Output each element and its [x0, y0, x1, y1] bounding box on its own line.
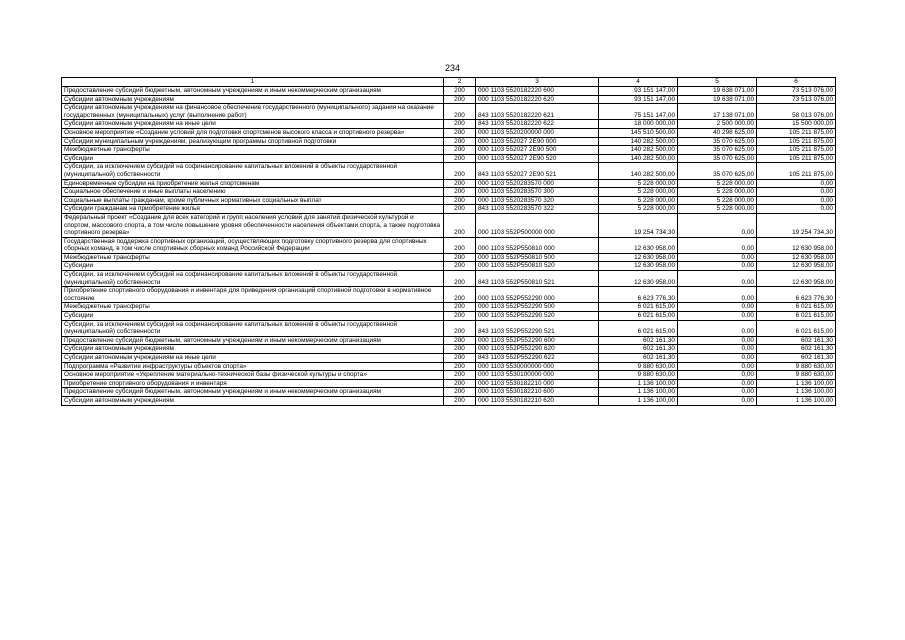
row-budget-code: 000 1103 5520283570 000	[476, 179, 599, 188]
row-line-code: 200	[444, 345, 476, 354]
row-approved-amount: 18 000 000,00	[599, 120, 678, 129]
row-remaining-amount: 58 013 076,00	[757, 104, 836, 120]
row-line-code: 200	[444, 179, 476, 188]
row-line-code: 200	[444, 303, 476, 312]
row-remaining-amount: 105 211 875,00	[757, 146, 836, 155]
table-row	[62, 396, 836, 405]
row-budget-code: 000 1103 552Р500000 000	[476, 213, 599, 237]
row-budget-code: 000 1103 552Р552290 520	[476, 312, 599, 321]
row-budget-code: 000 1103 552Р550810 520	[476, 262, 599, 271]
row-name: Федеральный проект «Создание для всех категорий и групп населения условий для занятий физической культурой и спортом, массового спорта, в том числе повышение уровня обеспеченности населения объектами спорта, а также подготовка спортивного резерва»	[62, 213, 444, 237]
row-name: Субсидии, за исключением субсидий на софинансирование капитальных вложений в объекты государственной (муниципальной) собственности	[62, 271, 444, 287]
row-name: Субсидии автономным учреждениям	[62, 345, 444, 354]
table-row	[62, 371, 836, 380]
row-budget-code: 000 1103 5520200000 000	[476, 128, 599, 137]
row-executed-amount: 0,00	[678, 320, 757, 336]
row-budget-code: 000 1103 552Р552290 620	[476, 345, 599, 354]
row-approved-amount: 9 880 630,00	[599, 362, 678, 371]
row-name: Субсидии автономным учреждениям на иные цели	[62, 120, 444, 129]
header-col-5: 5	[678, 78, 757, 87]
table-row	[62, 312, 836, 321]
row-line-code: 200	[444, 253, 476, 262]
row-line-code: 200	[444, 163, 476, 179]
row-executed-amount: 0,00	[678, 271, 757, 287]
row-line-code: 200	[444, 154, 476, 163]
row-budget-code: 000 1103 5530100000 000	[476, 371, 599, 380]
row-executed-amount: 2 500 000,00	[678, 120, 757, 129]
row-budget-code: 000 1103 552Р552290 500	[476, 303, 599, 312]
row-budget-code: 000 1103 5530182210 600	[476, 388, 599, 397]
row-approved-amount: 93 151 147,00	[599, 95, 678, 104]
table-header	[62, 78, 836, 87]
table-row	[62, 128, 836, 137]
row-remaining-amount: 602 161,30	[757, 354, 836, 363]
row-budget-code: 000 1103 552027 2Е90 000	[476, 137, 599, 146]
row-name: Субсидии	[62, 154, 444, 163]
row-name: Предоставление субсидий бюджетным, автономным учреждениям и иным некоммерческим организациям	[62, 87, 444, 96]
row-approved-amount: 1 136 100,00	[599, 396, 678, 405]
row-line-code: 200	[444, 95, 476, 104]
row-line-code: 200	[444, 128, 476, 137]
row-line-code: 200	[444, 146, 476, 155]
row-approved-amount: 6 623 776,30	[599, 287, 678, 303]
row-name: Субсидии, за исключением субсидий на софинансирование капитальных вложений в объекты государственной (муниципальной) собственности	[62, 163, 444, 179]
row-executed-amount: 0,00	[678, 303, 757, 312]
row-remaining-amount: 12 630 958,00	[757, 237, 836, 253]
row-budget-code: 000 1103 552Р552290 000	[476, 287, 599, 303]
row-name: Межбюджетные трансферты	[62, 146, 444, 155]
row-remaining-amount: 1 136 100,00	[757, 396, 836, 405]
row-line-code: 200	[444, 336, 476, 345]
row-budget-code: 843 1103 552Р552290 622	[476, 354, 599, 363]
row-executed-amount: 35 070 625,00	[678, 137, 757, 146]
row-name: Социальные выплаты гражданам, кроме публичных нормативных социальных выплат	[62, 196, 444, 205]
header-col-3: 3	[476, 78, 599, 87]
row-name: Основное мероприятие «Укрепление материально-технической базы физической культуры и спорта»	[62, 371, 444, 380]
table-row	[62, 87, 836, 96]
row-budget-code: 000 1103 552Р550810 500	[476, 253, 599, 262]
row-executed-amount: 5 228 000,00	[678, 179, 757, 188]
table-row	[62, 287, 836, 303]
row-line-code: 200	[444, 205, 476, 214]
table-body	[62, 87, 836, 406]
row-budget-code: 000 1103 552Р550810 000	[476, 237, 599, 253]
row-line-code: 200	[444, 188, 476, 197]
row-name: Субсидии муниципальным учреждениям, реализующим программы спортивной подготовки	[62, 137, 444, 146]
row-executed-amount: 0,00	[678, 287, 757, 303]
row-name: Субсидии автономным учреждениям на финансовое обеспечение государственного (муниципального) задания на оказание государственных (муниципальных) услуг (выполнение работ)	[62, 104, 444, 120]
row-approved-amount: 6 021 615,00	[599, 303, 678, 312]
table-row	[62, 154, 836, 163]
row-budget-code: 000 1103 5520182220 620	[476, 95, 599, 104]
row-approved-amount: 12 630 958,00	[599, 262, 678, 271]
table-row	[62, 146, 836, 155]
row-name: Межбюджетные трансферты	[62, 303, 444, 312]
header-col-1: 1	[62, 78, 444, 87]
row-line-code: 200	[444, 104, 476, 120]
table-row	[62, 137, 836, 146]
row-name: Субсидии, за исключением субсидий на софинансирование капитальных вложений в объекты государственной (муниципальной) собственности	[62, 320, 444, 336]
row-executed-amount: 0,00	[678, 345, 757, 354]
header-col-6: 6	[757, 78, 836, 87]
row-executed-amount: 0,00	[678, 396, 757, 405]
table-row	[62, 196, 836, 205]
table-row	[62, 320, 836, 336]
row-approved-amount: 75 151 147,00	[599, 104, 678, 120]
row-line-code: 200	[444, 262, 476, 271]
row-approved-amount: 6 021 615,00	[599, 320, 678, 336]
row-name: Межбюджетные трансферты	[62, 253, 444, 262]
row-executed-amount: 17 138 071,00	[678, 104, 757, 120]
table-row	[62, 179, 836, 188]
row-line-code: 200	[444, 371, 476, 380]
row-budget-code: 000 1103 552Р552290 600	[476, 336, 599, 345]
row-executed-amount: 0,00	[678, 262, 757, 271]
row-name: Приобретение спортивного оборудования и инвентаря	[62, 379, 444, 388]
row-remaining-amount: 73 513 076,00	[757, 95, 836, 104]
page-number: 234	[444, 63, 461, 73]
row-line-code: 200	[444, 312, 476, 321]
row-remaining-amount: 602 161,30	[757, 345, 836, 354]
row-approved-amount: 140 282 500,00	[599, 154, 678, 163]
row-approved-amount: 9 880 630,00	[599, 371, 678, 380]
row-budget-code: 000 1103 5520182220 600	[476, 87, 599, 96]
row-line-code: 200	[444, 213, 476, 237]
row-approved-amount: 93 151 147,00	[599, 87, 678, 96]
row-line-code: 200	[444, 87, 476, 96]
row-budget-code: 843 1103 552Р552290 521	[476, 320, 599, 336]
row-remaining-amount: 105 211 875,00	[757, 154, 836, 163]
row-name: Субсидии	[62, 312, 444, 321]
table-row	[62, 237, 836, 253]
row-remaining-amount: 12 630 958,00	[757, 253, 836, 262]
row-executed-amount: 5 228 000,00	[678, 205, 757, 214]
budget-table	[61, 77, 836, 406]
table-row	[62, 213, 836, 237]
row-budget-code: 000 1103 5530000000 000	[476, 362, 599, 371]
row-line-code: 200	[444, 379, 476, 388]
row-executed-amount: 0,00	[678, 362, 757, 371]
row-executed-amount: 5 228 000,00	[678, 188, 757, 197]
table-row	[62, 163, 836, 179]
table-row	[62, 354, 836, 363]
row-name: Основное мероприятие «Создание условий для подготовки спортсменов высокого класса и спортивного резерва»	[62, 128, 444, 137]
row-remaining-amount: 6 021 615,00	[757, 303, 836, 312]
row-budget-code: 843 1103 552Р550810 521	[476, 271, 599, 287]
header-col-4: 4	[599, 78, 678, 87]
row-executed-amount: 0,00	[678, 237, 757, 253]
row-name: Приобретение спортивного оборудования и инвентаря для приведения организаций спортивной подготовки в нормативное состояние	[62, 287, 444, 303]
row-line-code: 200	[444, 237, 476, 253]
row-remaining-amount: 105 211 875,00	[757, 163, 836, 179]
row-remaining-amount: 6 623 776,30	[757, 287, 836, 303]
row-name: Единовременные субсидии на приобретение жилья спортсменам	[62, 179, 444, 188]
row-approved-amount: 12 630 958,00	[599, 253, 678, 262]
row-remaining-amount: 1 136 100,00	[757, 379, 836, 388]
row-executed-amount: 0,00	[678, 213, 757, 237]
row-executed-amount: 0,00	[678, 312, 757, 321]
row-remaining-amount: 15 500 000,00	[757, 120, 836, 129]
row-remaining-amount: 12 630 958,00	[757, 271, 836, 287]
row-line-code: 200	[444, 271, 476, 287]
row-approved-amount: 1 136 100,00	[599, 379, 678, 388]
row-approved-amount: 140 282 500,00	[599, 163, 678, 179]
row-approved-amount: 6 021 615,00	[599, 312, 678, 321]
table-row	[62, 95, 836, 104]
row-approved-amount: 5 228 000,00	[599, 188, 678, 197]
row-approved-amount: 5 228 000,00	[599, 196, 678, 205]
row-approved-amount: 5 228 000,00	[599, 205, 678, 214]
row-executed-amount: 0,00	[678, 253, 757, 262]
header-col-2: 2	[444, 78, 476, 87]
row-name: Социальное обеспечение и иные выплаты населению	[62, 188, 444, 197]
row-budget-code: 843 1103 5520182220 621	[476, 104, 599, 120]
row-remaining-amount: 73 513 076,00	[757, 87, 836, 96]
row-line-code: 200	[444, 137, 476, 146]
row-approved-amount: 602 161,30	[599, 354, 678, 363]
row-approved-amount: 602 161,30	[599, 345, 678, 354]
row-approved-amount: 140 282 500,00	[599, 146, 678, 155]
row-name: Субсидии гражданам на приобретение жилья	[62, 205, 444, 214]
row-executed-amount: 0,00	[678, 379, 757, 388]
table-row	[62, 362, 836, 371]
row-budget-code: 000 1103 5530182210 000	[476, 379, 599, 388]
row-name: Субсидии автономным учреждениям	[62, 95, 444, 104]
row-remaining-amount: 0,00	[757, 188, 836, 197]
row-line-code: 200	[444, 388, 476, 397]
row-budget-code: 000 1103 5530182210 620	[476, 396, 599, 405]
row-budget-code: 843 1103 5520283570 322	[476, 205, 599, 214]
row-remaining-amount: 6 021 615,00	[757, 312, 836, 321]
row-remaining-amount: 105 211 875,00	[757, 128, 836, 137]
table-row	[62, 262, 836, 271]
row-approved-amount: 5 228 000,00	[599, 179, 678, 188]
table-row	[62, 345, 836, 354]
row-budget-code: 000 1103 552027 2Е90 520	[476, 154, 599, 163]
row-remaining-amount: 0,00	[757, 196, 836, 205]
table-row	[62, 253, 836, 262]
row-approved-amount: 602 161,30	[599, 336, 678, 345]
row-name: Субсидии автономным учреждениям на иные цели	[62, 354, 444, 363]
row-approved-amount: 19 254 734,30	[599, 213, 678, 237]
row-line-code: 200	[444, 396, 476, 405]
row-remaining-amount: 19 254 734,30	[757, 213, 836, 237]
row-line-code: 200	[444, 287, 476, 303]
row-line-code: 200	[444, 320, 476, 336]
row-name: Субсидии автономным учреждениям	[62, 396, 444, 405]
row-executed-amount: 35 070 625,00	[678, 163, 757, 179]
row-line-code: 200	[444, 196, 476, 205]
row-remaining-amount: 9 880 630,00	[757, 362, 836, 371]
row-name: Предоставление субсидий бюджетным, автономным учреждениям и иным некоммерческим организациям	[62, 388, 444, 397]
row-executed-amount: 40 298 625,00	[678, 128, 757, 137]
row-approved-amount: 145 510 500,00	[599, 128, 678, 137]
row-name: Подпрограмма «Развитие инфраструктуры объектов спорта»	[62, 362, 444, 371]
row-executed-amount: 5 228 000,00	[678, 196, 757, 205]
row-remaining-amount: 1 136 100,00	[757, 388, 836, 397]
table-row	[62, 303, 836, 312]
row-budget-code: 000 1103 5520283570 300	[476, 188, 599, 197]
row-remaining-amount: 6 021 615,00	[757, 320, 836, 336]
row-remaining-amount: 602 161,30	[757, 336, 836, 345]
table-row	[62, 379, 836, 388]
row-line-code: 200	[444, 120, 476, 129]
row-name: Предоставление субсидий бюджетным, автономным учреждениям и иным некоммерческим организациям	[62, 336, 444, 345]
header-row	[62, 78, 836, 87]
row-budget-code: 000 1103 552027 2Е90 500	[476, 146, 599, 155]
row-executed-amount: 19 638 071,00	[678, 87, 757, 96]
table-row	[62, 120, 836, 129]
table-row	[62, 104, 836, 120]
row-executed-amount: 0,00	[678, 388, 757, 397]
row-executed-amount: 0,00	[678, 354, 757, 363]
row-executed-amount: 35 070 625,00	[678, 154, 757, 163]
row-executed-amount: 0,00	[678, 336, 757, 345]
row-approved-amount: 12 630 958,00	[599, 271, 678, 287]
row-budget-code: 843 1103 552027 2Е90 521	[476, 163, 599, 179]
table-row	[62, 188, 836, 197]
row-remaining-amount: 0,00	[757, 205, 836, 214]
row-remaining-amount: 9 880 630,00	[757, 371, 836, 380]
row-name: Государственная поддержка спортивных организаций, осуществляющих подготовку спортивного резерва для спортивных сборных команд, в том числе спортивных сборных команд Российской Федерации	[62, 237, 444, 253]
row-budget-code: 843 1103 5520182220 622	[476, 120, 599, 129]
row-budget-code: 000 1103 5520283570 320	[476, 196, 599, 205]
row-approved-amount: 140 282 500,00	[599, 137, 678, 146]
row-executed-amount: 0,00	[678, 371, 757, 380]
table-row	[62, 271, 836, 287]
row-remaining-amount: 0,00	[757, 179, 836, 188]
row-line-code: 200	[444, 354, 476, 363]
table-row	[62, 205, 836, 214]
table-row	[62, 336, 836, 345]
row-line-code: 200	[444, 362, 476, 371]
table-row	[62, 388, 836, 397]
row-remaining-amount: 105 211 875,00	[757, 137, 836, 146]
row-name: Субсидии	[62, 262, 444, 271]
row-executed-amount: 19 638 071,00	[678, 95, 757, 104]
row-executed-amount: 35 070 625,00	[678, 146, 757, 155]
row-approved-amount: 12 630 958,00	[599, 237, 678, 253]
row-approved-amount: 1 136 100,00	[599, 388, 678, 397]
row-remaining-amount: 12 630 958,00	[757, 262, 836, 271]
